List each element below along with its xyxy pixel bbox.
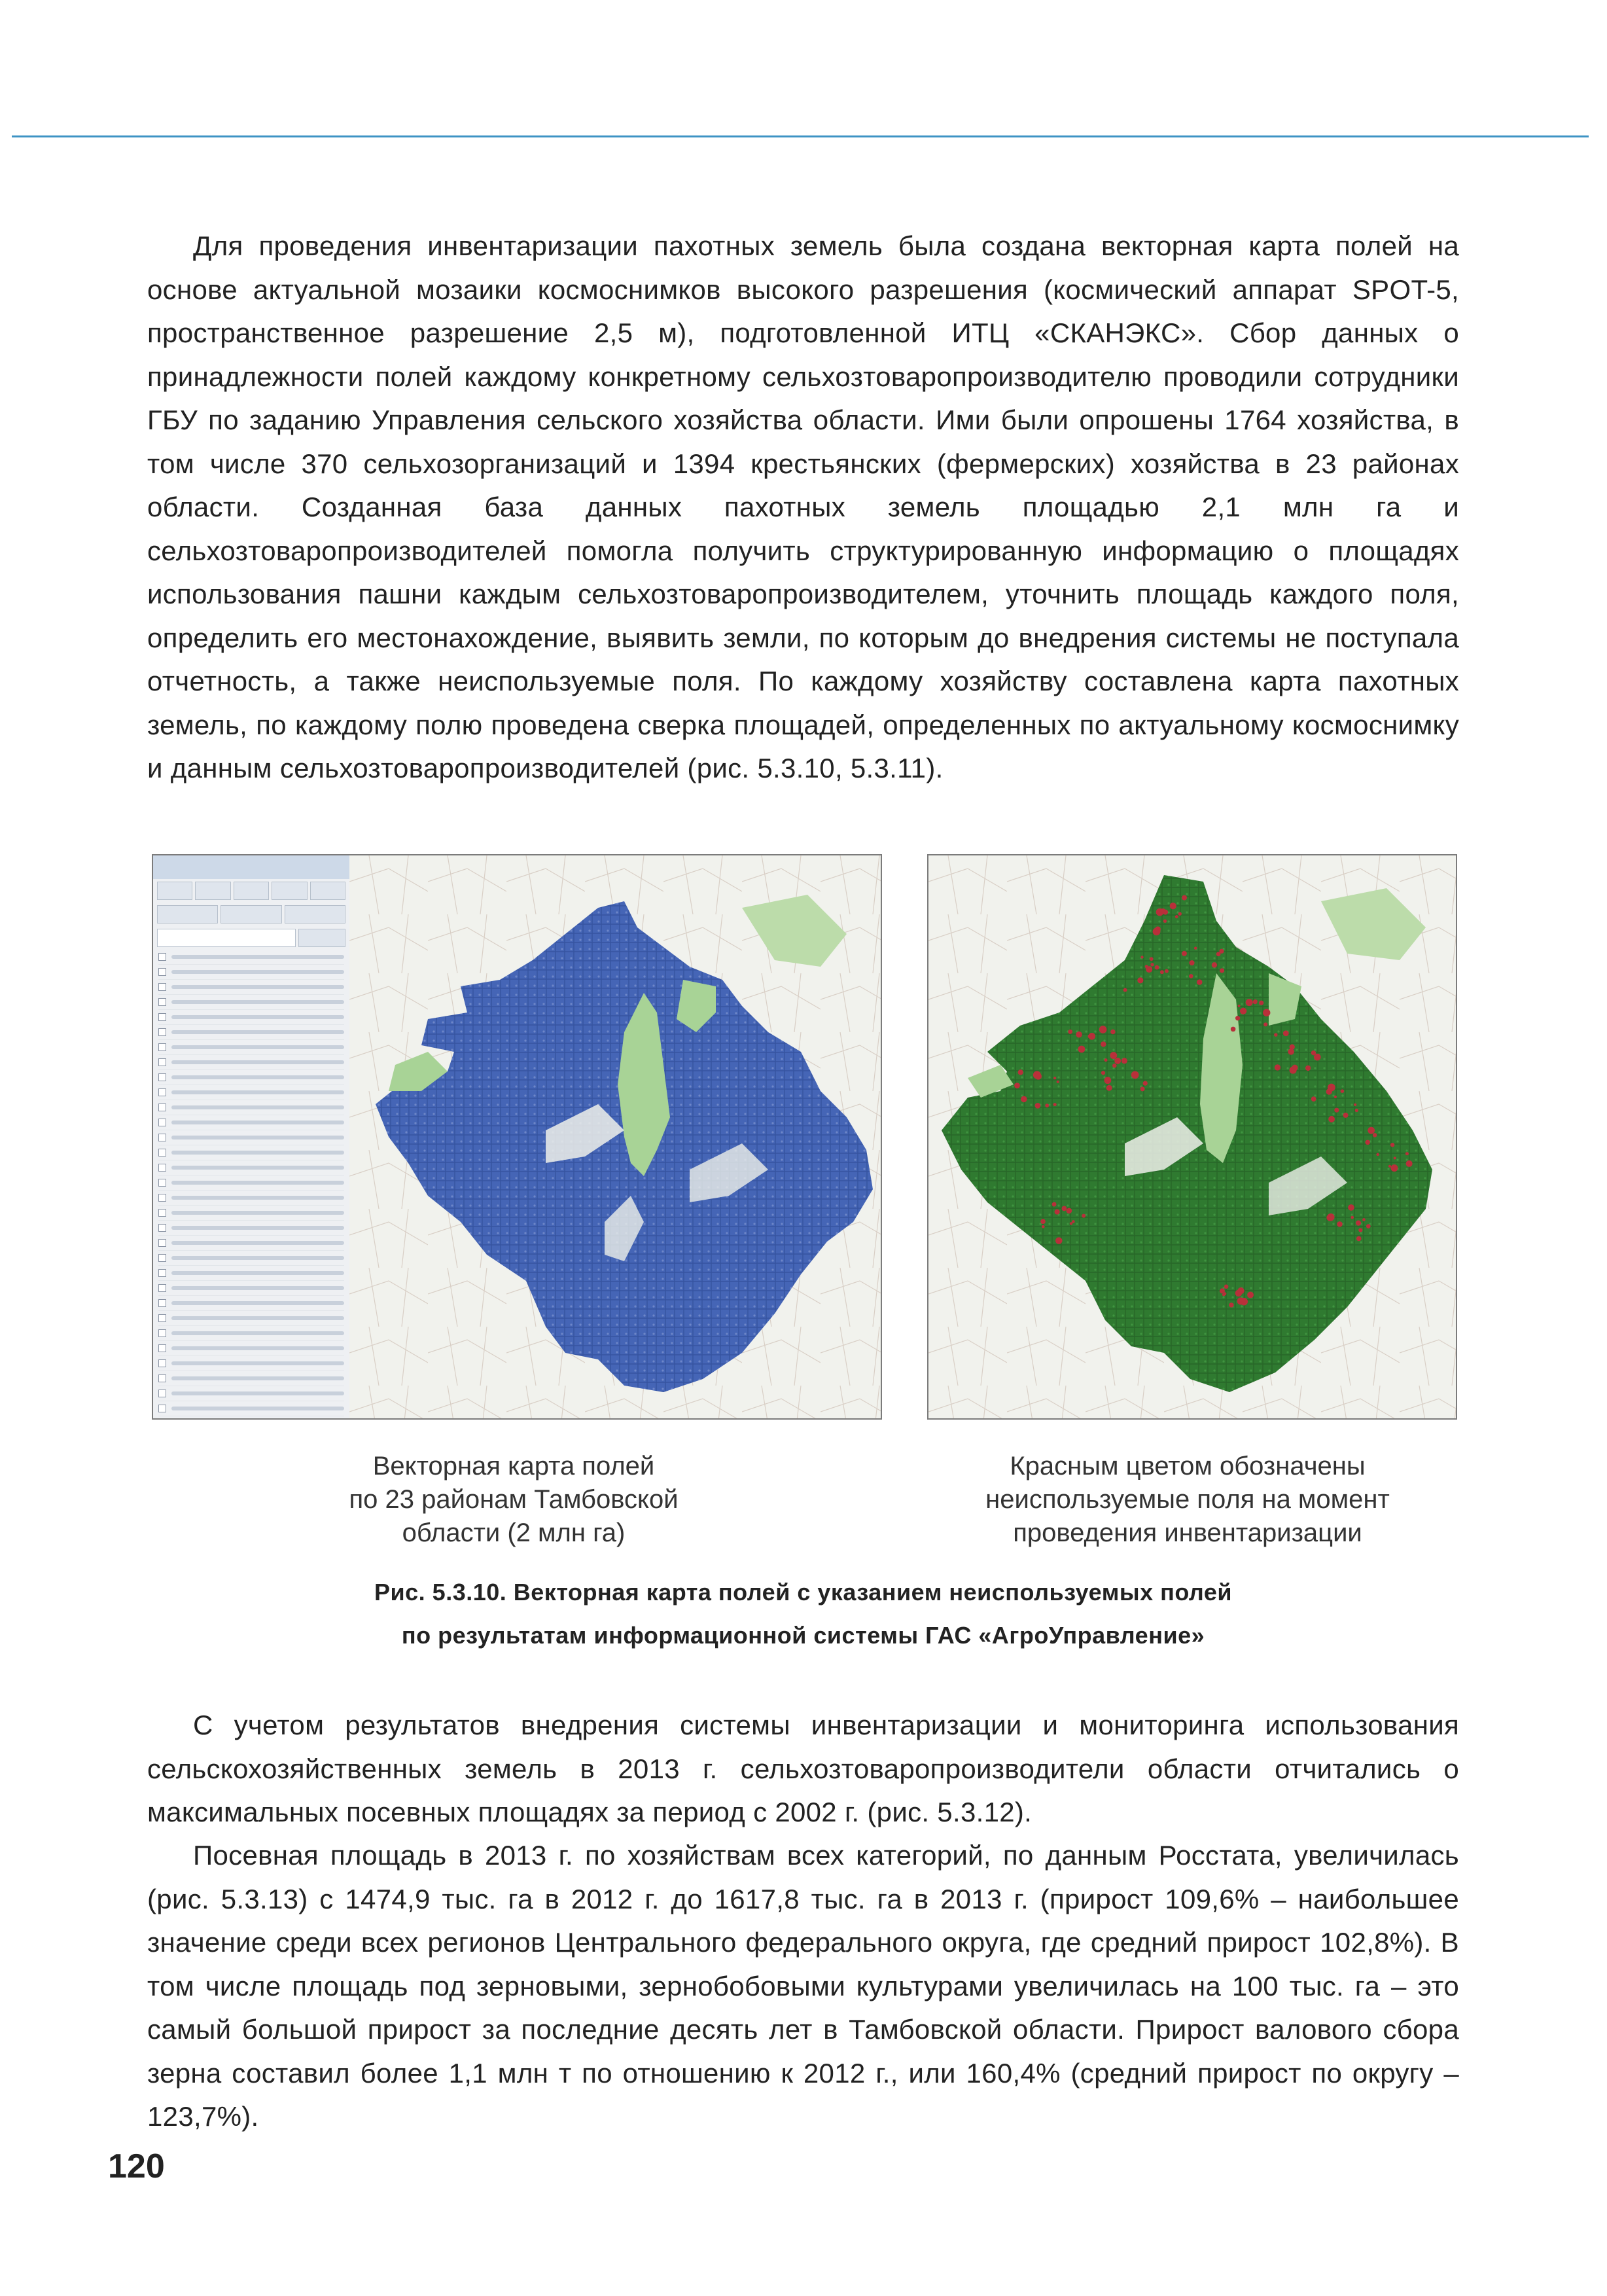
layer-row — [158, 1115, 344, 1130]
right-caption-line: проведения инвентаризации — [1013, 1518, 1362, 1547]
unused-field-marker — [1334, 1096, 1337, 1098]
unused-field-marker — [1259, 1001, 1263, 1005]
unused-field-marker — [1362, 1218, 1366, 1221]
left-caption-line: Векторная карта полей — [372, 1452, 655, 1480]
unused-field-marker — [1288, 1049, 1294, 1055]
paragraph-intro: Для проведения инвентаризации пахотных земель была создана векторная карта полей на основе актуальной мозаики космоснимков высокого разрешения (космический аппарат SPOT-5, пространственное разрешение 2,5 м), подготовленной ИТЦ «СКАНЭКС». Сбор данных о принадлежности полей каждому конкретному сельхозтоваропроизводителю проводили сотрудники ГБУ по заданию Управления сельского хозяйства области. Ими были опрошены 1764 хозяйства, в том числе 370 сельхозорганизаций и 1394 крестьянских (фермерских) хозяйства в 23 районах области. Созданная база данных пахотных земель площадью 2,1 млн га и сельхозтоваропроизводителей помогла получить структурированную информацию о площадях использования пашни каждым сельхозтоваропроизводителем, уточнить площадь каждого поля, определить его местонахождение, выявить земли, по которым до внедрения системы не поступала отчетность, а также неиспользуемые поля. По каждому хозяйству составлена карта пахотных земель, по каждому полю проведена сверка площадей, определенных по актуальному космоснимку и данным сельхозтоваропроизводителей (рис. 5.3.10, 5.3.11). — [147, 230, 1459, 783]
unused-field-marker — [1237, 1297, 1245, 1304]
unused-field-marker — [1160, 970, 1164, 974]
unused-field-marker — [1101, 1041, 1106, 1047]
layer-tree-panel — [153, 855, 351, 1418]
unused-field-marker — [1146, 966, 1152, 973]
unused-field-marker — [1175, 915, 1178, 918]
layer-row — [158, 1326, 344, 1341]
unused-field-marker — [1263, 1022, 1267, 1026]
unused-field-marker — [1274, 1033, 1277, 1036]
unused-field-marker — [1373, 1133, 1377, 1138]
layer-list — [153, 950, 349, 1420]
layer-row — [158, 1130, 344, 1145]
unused-field-marker — [1390, 1164, 1398, 1172]
unused-field-marker — [1140, 956, 1143, 958]
unused-field-marker — [1067, 1208, 1072, 1214]
unused-field-marker — [1106, 1085, 1112, 1091]
unused-field-marker — [1018, 1069, 1023, 1075]
layer-row — [158, 1416, 344, 1420]
unused-field-marker — [1283, 1030, 1289, 1036]
unused-field-marker — [1354, 1103, 1356, 1106]
layer-row — [158, 1085, 344, 1100]
unused-field-marker — [1223, 1292, 1226, 1295]
unused-field-marker — [1178, 912, 1182, 916]
unused-field-marker — [1326, 1088, 1332, 1094]
layer-row — [158, 1100, 344, 1115]
unused-field-marker — [1341, 1089, 1345, 1093]
right-map-caption — [939, 1450, 1436, 1550]
unused-field-marker — [1368, 1127, 1375, 1134]
unused-field-marker — [1220, 968, 1224, 973]
paragraph-results: С учетом результатов внедрения системы инвентаризации и мониторинга использования сельскохозяйственных земель в 2013 г. сельхозтоваропроизводители области отчитались о максимальных посевных площадях за период с 2002 г. (рис. 5.3.12). — [147, 1710, 1459, 1827]
unused-field-marker — [1053, 1077, 1056, 1079]
unused-field-marker — [1078, 1046, 1085, 1053]
unused-field-marker — [1358, 1228, 1362, 1232]
unused-field-marker — [1348, 1204, 1354, 1211]
layer-row — [158, 1266, 344, 1281]
unused-field-marker — [1406, 1160, 1413, 1167]
unused-field-marker — [1099, 1026, 1107, 1033]
unused-field-marker — [1061, 1206, 1067, 1211]
unused-field-marker — [1014, 1083, 1020, 1088]
unused-field-marker — [1246, 999, 1253, 1006]
unused-field-marker — [1165, 969, 1169, 973]
unused-field-marker — [1351, 1216, 1354, 1219]
layer-row — [158, 1145, 344, 1160]
unused-field-marker — [1137, 977, 1143, 983]
layer-row — [158, 1311, 344, 1326]
unused-field-marker — [1155, 965, 1159, 970]
unused-field-marker — [1045, 1103, 1049, 1107]
layer-row — [158, 1386, 344, 1401]
unused-field-marker — [1150, 963, 1154, 966]
unused-field-marker — [1365, 1140, 1369, 1145]
unused-field-marker — [1212, 962, 1217, 967]
unused-field-marker — [1235, 1016, 1240, 1020]
unused-field-marker — [1110, 1052, 1117, 1059]
unused-field-marker — [1055, 1209, 1060, 1214]
unused-field-marker — [1182, 895, 1187, 901]
unused-field-marker — [1253, 999, 1258, 1004]
layer-row — [158, 1160, 344, 1175]
unused-field-marker — [1153, 927, 1161, 935]
layer-row — [158, 1040, 344, 1055]
layer-row — [158, 980, 344, 995]
unused-field-marker — [1356, 1236, 1362, 1242]
layer-row — [158, 1010, 344, 1025]
page-number: 120 — [108, 2147, 165, 2185]
layer-row — [158, 1401, 344, 1416]
unused-field-marker — [1194, 946, 1197, 949]
unused-field-marker — [1143, 1081, 1148, 1086]
unused-field-marker — [1114, 1058, 1121, 1064]
layer-row — [158, 1296, 344, 1311]
unused-field-marker — [1343, 1113, 1349, 1118]
unused-field-marker — [1110, 1030, 1116, 1035]
unused-field-marker — [1275, 1064, 1280, 1070]
unused-field-marker — [1072, 1220, 1075, 1223]
unused-field-marker — [1366, 1224, 1371, 1229]
unused-field-marker — [1140, 1086, 1145, 1091]
layer-row — [158, 995, 344, 1010]
unused-field-marker — [1123, 988, 1127, 992]
unused-field-marker — [1104, 1058, 1107, 1062]
region-map-blue — [349, 855, 881, 1418]
layer-row — [158, 950, 344, 965]
unused-field-marker — [1224, 1285, 1229, 1289]
right-caption-line: неиспользуемые поля на момент — [985, 1485, 1390, 1514]
layer-row — [158, 1191, 344, 1206]
unused-field-marker — [1328, 1116, 1335, 1122]
vector-field-map-screenshot — [152, 854, 882, 1420]
unused-field-marker — [1104, 1077, 1112, 1084]
unused-field-marker — [1057, 1081, 1059, 1083]
unused-field-marker — [1376, 1153, 1379, 1157]
unused-field-marker — [1263, 1009, 1270, 1016]
unused-field-marker — [1219, 949, 1224, 954]
unused-field-marker — [1042, 1225, 1045, 1229]
unused-field-marker — [1356, 1221, 1361, 1226]
layer-row — [158, 1206, 344, 1221]
layer-row — [158, 965, 344, 980]
unused-field-marker — [1247, 1291, 1254, 1298]
region-map-green — [928, 855, 1456, 1418]
unused-field-marker — [1053, 1103, 1057, 1106]
layer-row — [158, 1236, 344, 1251]
layer-panel-title — [153, 855, 349, 879]
unused-field-marker — [1311, 1096, 1316, 1102]
unused-field-marker — [1131, 1071, 1139, 1079]
figure-title-line: Рис. 5.3.10. Векторная карта полей с указанием неиспользуемых полей — [374, 1579, 1232, 1605]
unused-field-marker — [1305, 1066, 1311, 1071]
layer-panel-tabs — [153, 879, 349, 903]
unused-field-marker — [1238, 1005, 1241, 1007]
layer-row — [158, 1341, 344, 1356]
unused-field-marker — [1163, 920, 1167, 923]
unused-field-marker — [1405, 1152, 1409, 1155]
figure-title-line: по результатам информационной системы ГАС «АгроУправление» — [401, 1622, 1205, 1649]
layer-row — [158, 1281, 344, 1296]
unused-field-marker — [1237, 1287, 1244, 1294]
header-rule — [12, 135, 1589, 137]
unused-field-marker — [1240, 1008, 1246, 1014]
unused-field-marker — [1170, 903, 1176, 909]
unused-field-marker — [1076, 1031, 1082, 1037]
unused-field-marker — [1337, 1221, 1343, 1227]
unused-field-marker — [1327, 1213, 1334, 1221]
layer-row — [158, 1371, 344, 1386]
layer-row — [158, 1070, 344, 1085]
right-caption-line: Красным цветом обозначены — [1010, 1452, 1366, 1480]
left-caption-line: по 23 районам Тамбовской — [349, 1485, 679, 1514]
unused-field-marker — [1035, 1073, 1042, 1079]
unused-field-marker — [1231, 1027, 1236, 1032]
paragraph-sown-area: Посевная площадь в 2013 г. по хозяйствам всех категорий, по данным Росстата, увеличилась (рис. 5.3.13) с 1474,9 тыс. га в 2012 г. до 1617,8 тыс. га в 2013 г. (прирост 109,6% – наибольшее значение среди всех регионов Центрального федерального округа, где средний прирост 102,8%). В том числе площадь под зерновыми, зернобобовыми культурами увеличилась на 100 тыс. га – это самый большой прирост за последние десять лет в Тамбовской области. Прирост валового сбора зерна составил более 1,1 млн т по отношению к 2012 г., или 160,4% (средний прирост по округу – 123,7%). — [147, 1840, 1459, 2132]
unused-field-marker — [1182, 951, 1187, 956]
unused-field-marker — [1290, 1066, 1297, 1073]
layer-row — [158, 1175, 344, 1191]
unused-field-marker — [1035, 1103, 1041, 1109]
unused-field-marker — [1229, 1302, 1233, 1307]
unused-field-marker — [1334, 1108, 1339, 1113]
layer-row — [158, 1055, 344, 1070]
layer-row — [158, 1025, 344, 1040]
unused-field-marker — [1197, 979, 1203, 985]
layer-row — [158, 1356, 344, 1371]
layer-row — [158, 1251, 344, 1266]
figure-title — [147, 1571, 1459, 1657]
unused-field-marker — [1055, 1237, 1063, 1244]
unused-field-marker — [1160, 908, 1165, 914]
unused-field-marker — [1150, 957, 1154, 961]
unused-field-marker — [1189, 961, 1192, 963]
unused-field-marker — [1388, 1165, 1391, 1168]
unused-field-marker — [1040, 1219, 1046, 1224]
unused-field-marker — [1394, 1157, 1396, 1159]
layer-row — [158, 1221, 344, 1236]
unused-field-marker — [1355, 1109, 1358, 1112]
unused-field-marker — [1314, 1054, 1321, 1061]
unused-field-marker — [1112, 1064, 1117, 1068]
unused-field-marker — [1087, 1034, 1091, 1038]
unused-field-marker — [1052, 1202, 1057, 1207]
unused-field-marker — [1021, 1096, 1027, 1103]
left-caption-line: области (2 млн га) — [402, 1518, 626, 1547]
unused-field-marker — [1189, 974, 1193, 978]
unused-field-marker — [1082, 1214, 1086, 1218]
left-map-caption — [265, 1450, 762, 1550]
unused-field-marker — [1068, 1030, 1072, 1034]
unused-field-marker — [1390, 1143, 1394, 1147]
unused-fields-map-screenshot — [927, 854, 1457, 1420]
unused-field-marker — [1121, 1058, 1127, 1064]
unused-field-marker — [1101, 1071, 1105, 1075]
